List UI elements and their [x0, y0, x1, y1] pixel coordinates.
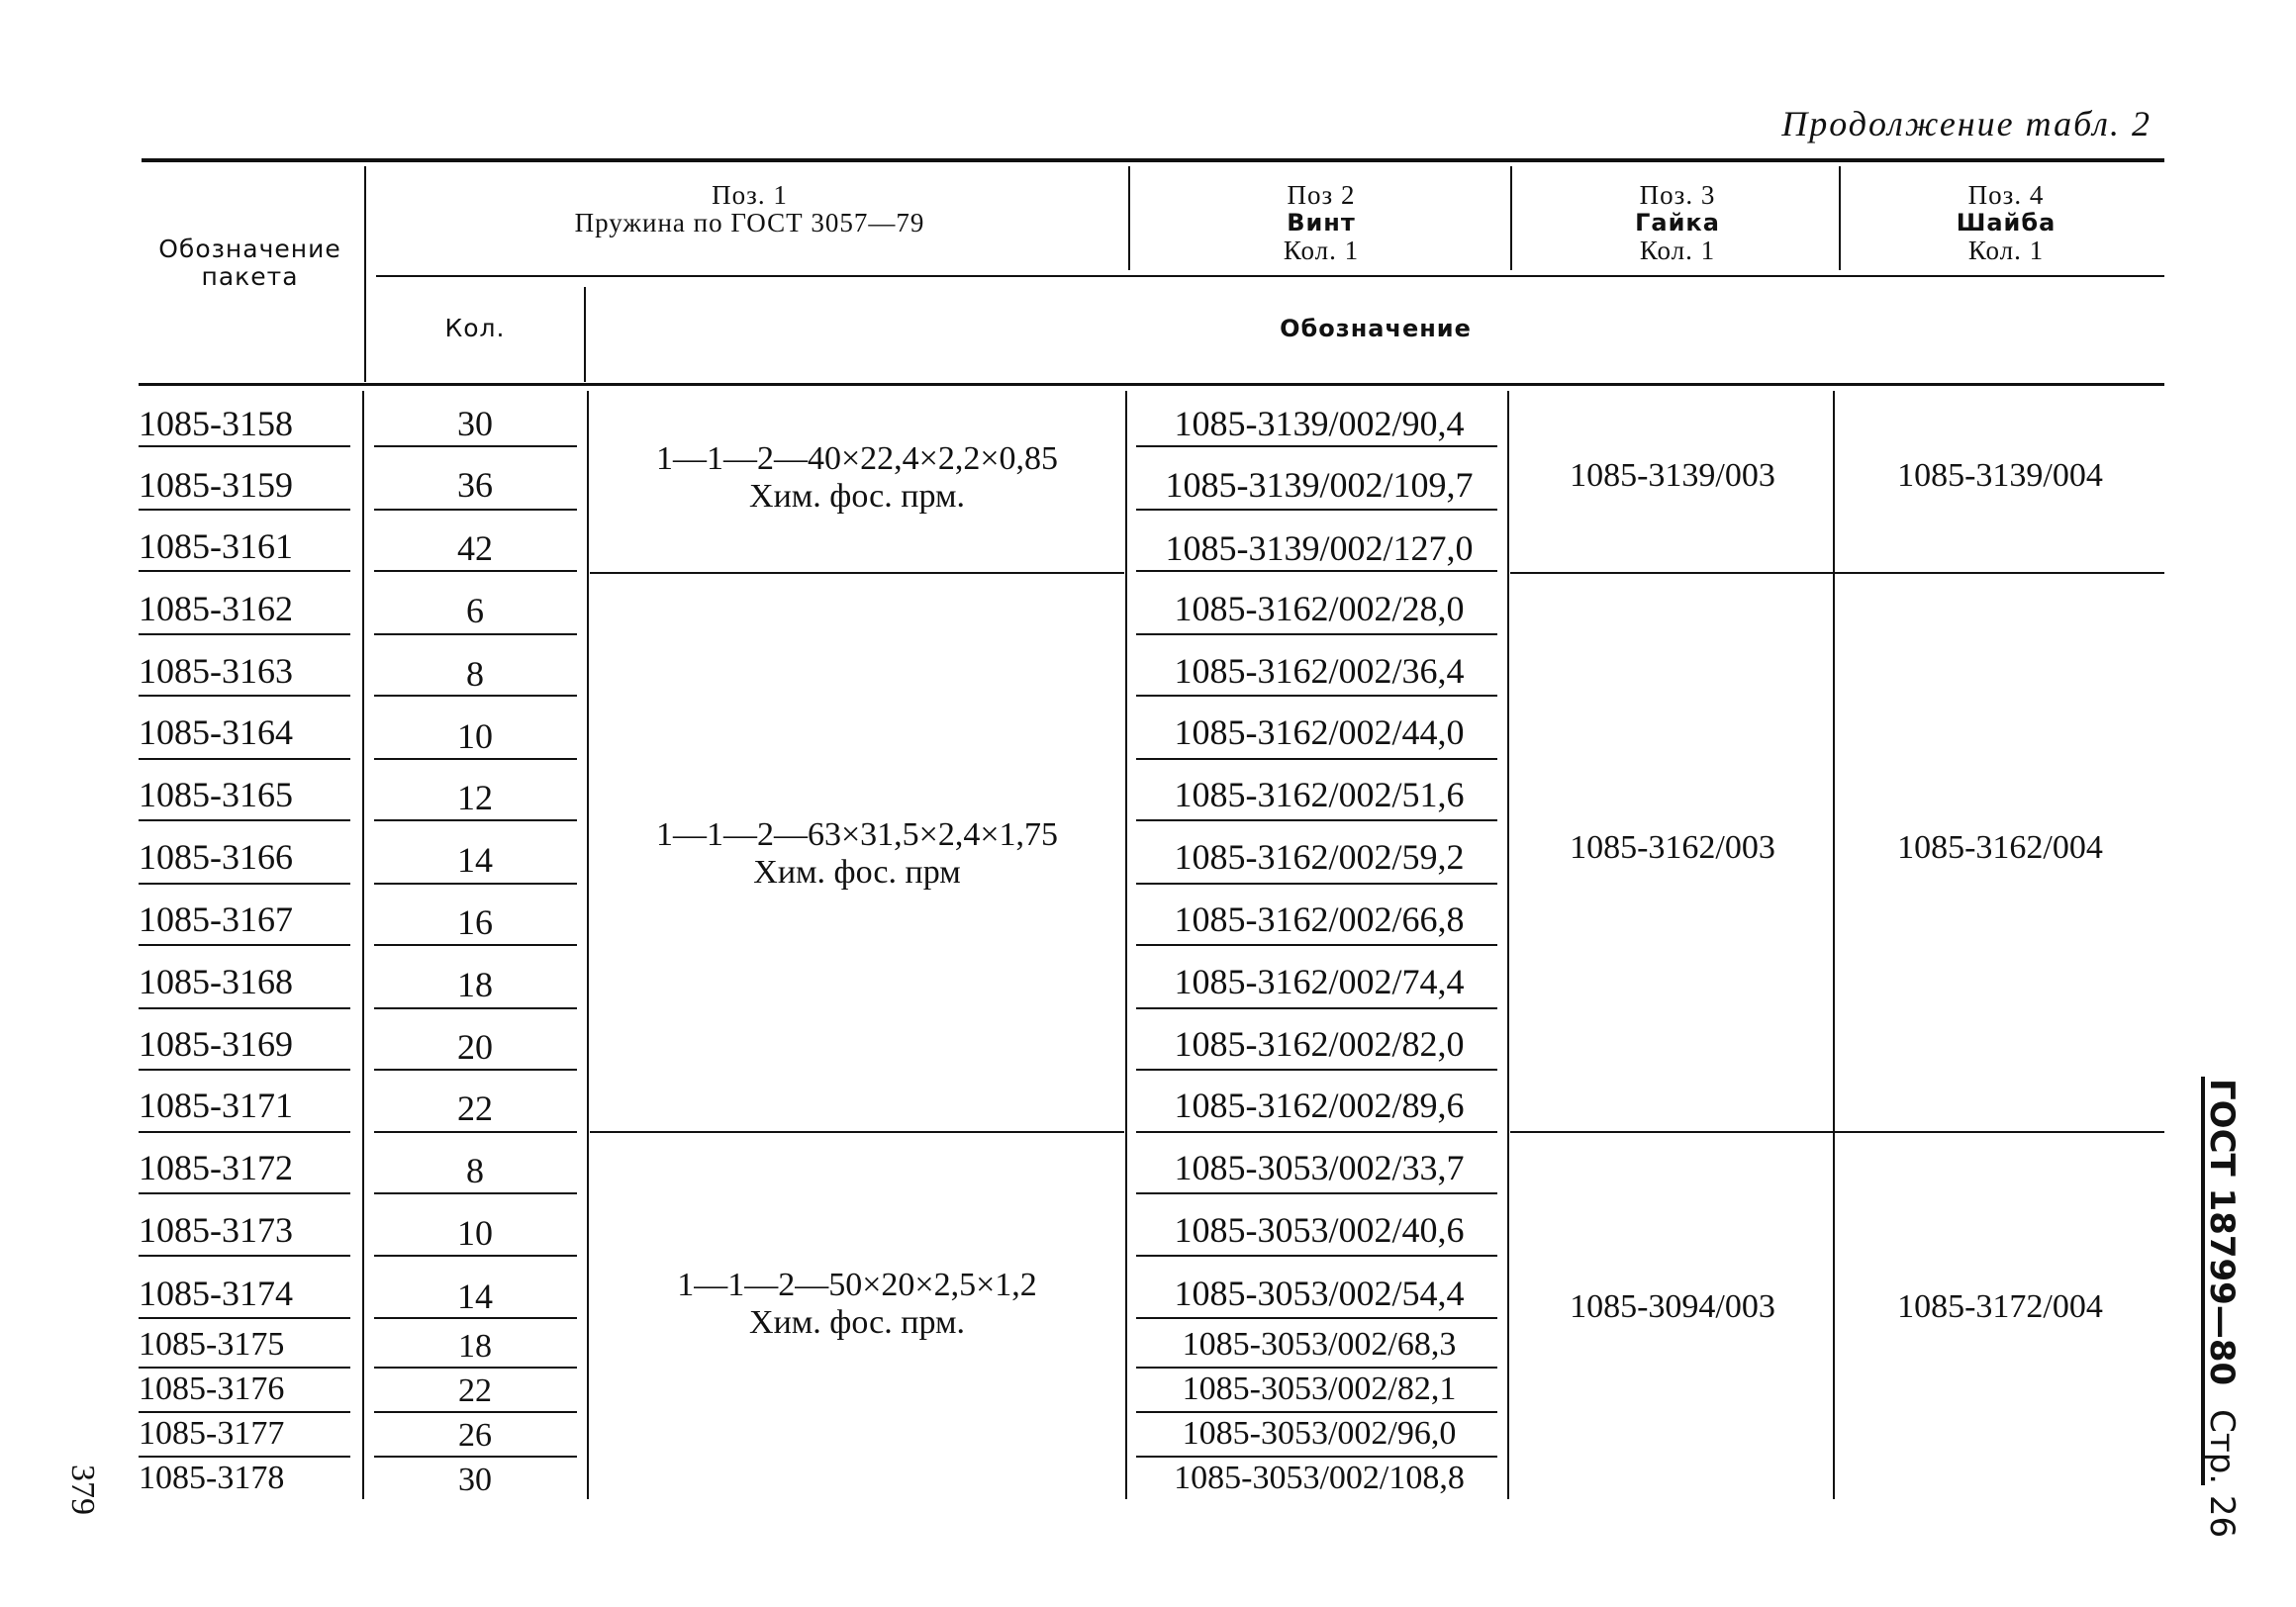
- screw-designation: 1085-3053/002/54,4: [1174, 1274, 1465, 1313]
- body-divider-qty: [587, 391, 589, 1499]
- package-code: 1085-3175: [139, 1326, 285, 1363]
- qty-value: 22: [457, 1088, 493, 1128]
- screw-designation: 1085-3162/002/82,0: [1174, 1024, 1465, 1064]
- row-rule: [139, 944, 350, 946]
- qty-value: 8: [466, 654, 484, 694]
- header-pos3: [1514, 181, 1841, 264]
- nut-designation: 1085-3094/003: [1570, 1288, 1775, 1325]
- row-rule: [139, 570, 350, 572]
- body-divider-pos1: [1125, 391, 1127, 1499]
- header-divider-pos1: [1128, 166, 1130, 270]
- header-pos2-title: Поз 2: [1287, 180, 1356, 210]
- body-divider-package: [362, 391, 364, 1499]
- header-pos1-subtitle: Пружина по ГОСТ 3057—79: [574, 208, 925, 237]
- qty-value: 10: [457, 716, 493, 756]
- row-rule: [1136, 1255, 1497, 1257]
- row-rule: [139, 509, 350, 511]
- header-divider-pos2: [1510, 166, 1512, 270]
- spring-spec-line1: 1—1—2—50×20×2,5×1,2: [677, 1267, 1037, 1303]
- row-rule: [139, 633, 350, 635]
- package-code: 1085-3176: [139, 1371, 285, 1407]
- package-code: 1085-3172: [139, 1148, 293, 1187]
- row-rule: [139, 758, 350, 760]
- washer-designation: 1085-3162/004: [1897, 829, 2103, 866]
- row-rule: [139, 1131, 350, 1133]
- spring-spec: [590, 440, 1124, 516]
- qty-value: 14: [457, 1276, 493, 1316]
- row-rule: [1136, 633, 1497, 635]
- row-rule: [374, 445, 577, 447]
- header-subrule: [376, 275, 2164, 277]
- header-pos3-qty: Кол. 1: [1639, 236, 1716, 265]
- package-code: 1085-3178: [139, 1460, 285, 1496]
- header-designation: Обозначение: [1280, 315, 1472, 342]
- header-pos4-name: Шайба: [1956, 209, 2057, 236]
- header-package-line2: пакета: [201, 262, 299, 291]
- qty-value: 8: [466, 1151, 484, 1190]
- row-rule: [374, 758, 577, 760]
- group-separator-2: [590, 1131, 1124, 1133]
- row-rule: [1136, 509, 1497, 511]
- header-divider-qty: [584, 287, 586, 382]
- row-rule: [374, 1069, 577, 1071]
- header-pos2-name: Винт: [1287, 209, 1356, 236]
- row-rule: [374, 944, 577, 946]
- package-code: 1085-3171: [139, 1086, 293, 1125]
- package-code: 1085-3177: [139, 1415, 285, 1452]
- row-rule: [374, 883, 577, 885]
- row-rule: [374, 1007, 577, 1009]
- row-rule: [1136, 445, 1497, 447]
- page-label: Стр. 26: [2202, 1409, 2242, 1539]
- package-code: 1085-3163: [139, 651, 293, 691]
- package-code: 1085-3168: [139, 962, 293, 1001]
- row-rule: [1136, 570, 1497, 572]
- washer-designation: 1085-3139/004: [1897, 457, 2103, 494]
- row-rule: [1136, 1007, 1497, 1009]
- table-top-rule: [142, 158, 2164, 162]
- row-rule: [139, 1069, 350, 1071]
- package-code: 1085-3162: [139, 589, 293, 628]
- package-code: 1085-3164: [139, 712, 293, 752]
- row-rule: [1136, 695, 1497, 697]
- row-rule: [374, 633, 577, 635]
- header-package-line1: Обозначение: [158, 235, 341, 263]
- row-rule: [1136, 1131, 1497, 1133]
- header-pos4: [1843, 181, 2169, 264]
- row-rule: [374, 1255, 577, 1257]
- row-rule: [139, 1192, 350, 1194]
- screw-designation: 1085-3162/002/59,2: [1174, 837, 1465, 877]
- screw-designation: 1085-3139/002/127,0: [1165, 528, 1474, 568]
- row-rule: [1136, 944, 1497, 946]
- spring-spec: [590, 1267, 1124, 1342]
- washer-designation: 1085-3172/004: [1897, 1288, 2103, 1325]
- row-rule: [374, 1317, 577, 1319]
- screw-designation: 1085-3162/002/28,0: [1174, 589, 1465, 628]
- row-rule: [374, 695, 577, 697]
- body-divider-pos2: [1507, 391, 1509, 1499]
- qty-value: 36: [457, 465, 493, 505]
- spring-spec-line2: Хим. фос. прм.: [749, 1304, 965, 1341]
- package-code: 1085-3158: [139, 404, 293, 443]
- qty-value: 18: [458, 1328, 492, 1365]
- row-rule: [1136, 1317, 1497, 1319]
- qty-value: 18: [457, 965, 493, 1004]
- row-rule: [1136, 1192, 1497, 1194]
- row-rule: [1136, 819, 1497, 821]
- side-stamp: [2187, 1079, 2256, 1583]
- row-rule: [1136, 1069, 1497, 1071]
- package-code: 1085-3165: [139, 775, 293, 814]
- qty-value: 20: [457, 1027, 493, 1067]
- qty-value: 30: [457, 404, 493, 443]
- spring-spec-line1: 1—1—2—63×31,5×2,4×1,75: [655, 816, 1059, 853]
- qty-value: 6: [466, 591, 484, 630]
- package-code: 1085-3173: [139, 1210, 293, 1250]
- header-bottom-rule: [139, 383, 2164, 386]
- group-separator-1b: [1510, 572, 2164, 574]
- header-divider-package: [364, 166, 366, 382]
- qty-value: 16: [457, 902, 493, 942]
- row-rule: [139, 1317, 350, 1319]
- qty-value: 14: [457, 840, 493, 880]
- header-qty: Кол.: [444, 314, 506, 342]
- row-rule: [139, 445, 350, 447]
- package-code: 1085-3159: [139, 465, 293, 505]
- spring-spec-line1: 1—1—2—40×22,4×2,2×0,85: [655, 440, 1059, 477]
- group-separator-1: [590, 572, 1124, 574]
- qty-value: 12: [457, 778, 493, 817]
- screw-designation: 1085-3162/002/66,8: [1174, 899, 1465, 939]
- screw-designation: 1085-3053/002/68,3: [1182, 1326, 1457, 1363]
- spring-spec-line2: Хим. фос. прм: [753, 854, 961, 891]
- screw-designation: 1085-3053/002/82,1: [1182, 1371, 1457, 1407]
- page-number: 379: [64, 1465, 101, 1515]
- screw-designation: 1085-3053/002/40,6: [1174, 1210, 1465, 1250]
- row-rule: [1136, 758, 1497, 760]
- row-rule: [139, 695, 350, 697]
- row-rule: [139, 1007, 350, 1009]
- screw-designation: 1085-3162/002/36,4: [1174, 651, 1465, 691]
- screw-designation: 1085-3162/002/51,6: [1174, 775, 1465, 814]
- header-pos3-title: Поз. 3: [1639, 180, 1716, 210]
- screw-designation: 1085-3162/002/74,4: [1174, 962, 1465, 1001]
- header-pos4-qty: Кол. 1: [1967, 236, 2045, 265]
- screw-designation: 1085-3162/002/89,6: [1174, 1086, 1465, 1125]
- package-code: 1085-3174: [139, 1274, 293, 1313]
- row-rule: [139, 883, 350, 885]
- spring-spec-line2: Хим. фос. прм.: [749, 478, 965, 515]
- screw-designation: 1085-3053/002/33,7: [1174, 1148, 1465, 1187]
- row-rule: [139, 819, 350, 821]
- nut-designation: 1085-3162/003: [1570, 829, 1775, 866]
- package-code: 1085-3169: [139, 1024, 293, 1064]
- row-rule: [374, 1192, 577, 1194]
- header-pos2: [1133, 181, 1509, 264]
- package-code: 1085-3167: [139, 899, 293, 939]
- screw-designation: 1085-3162/002/44,0: [1174, 712, 1465, 752]
- qty-value: 22: [458, 1372, 492, 1409]
- screw-designation: 1085-3139/002/109,7: [1165, 465, 1474, 505]
- row-rule: [1136, 883, 1497, 885]
- header-pos3-name: Гайка: [1635, 209, 1720, 236]
- screw-designation: 1085-3053/002/96,0: [1182, 1415, 1457, 1452]
- qty-value: 42: [457, 528, 493, 568]
- qty-value: 10: [457, 1213, 493, 1253]
- package-code: 1085-3166: [139, 837, 293, 877]
- row-rule: [374, 509, 577, 511]
- spring-spec: [590, 816, 1124, 892]
- qty-value: 30: [458, 1462, 492, 1498]
- header-package: [139, 236, 361, 291]
- screw-designation: 1085-3139/002/90,4: [1174, 404, 1465, 443]
- row-rule: [374, 819, 577, 821]
- row-rule: [374, 1131, 577, 1133]
- nut-designation: 1085-3139/003: [1570, 457, 1775, 494]
- gost-number: ГОСТ 18799—80: [2202, 1079, 2242, 1386]
- package-code: 1085-3161: [139, 526, 293, 566]
- header-pos2-qty: Кол. 1: [1283, 236, 1360, 265]
- row-rule: [374, 570, 577, 572]
- header-pos1: [371, 181, 1128, 236]
- table-continuation-label: Продолжение табл. 2: [1781, 104, 2152, 143]
- body-divider-pos3: [1833, 391, 1835, 1499]
- screw-designation: 1085-3053/002/108,8: [1174, 1460, 1465, 1496]
- group-separator-2b: [1510, 1131, 2164, 1133]
- row-rule: [139, 1255, 350, 1257]
- qty-value: 26: [458, 1417, 492, 1454]
- header-pos4-title: Поз. 4: [1967, 180, 2045, 210]
- header-pos1-title: Поз. 1: [712, 180, 788, 210]
